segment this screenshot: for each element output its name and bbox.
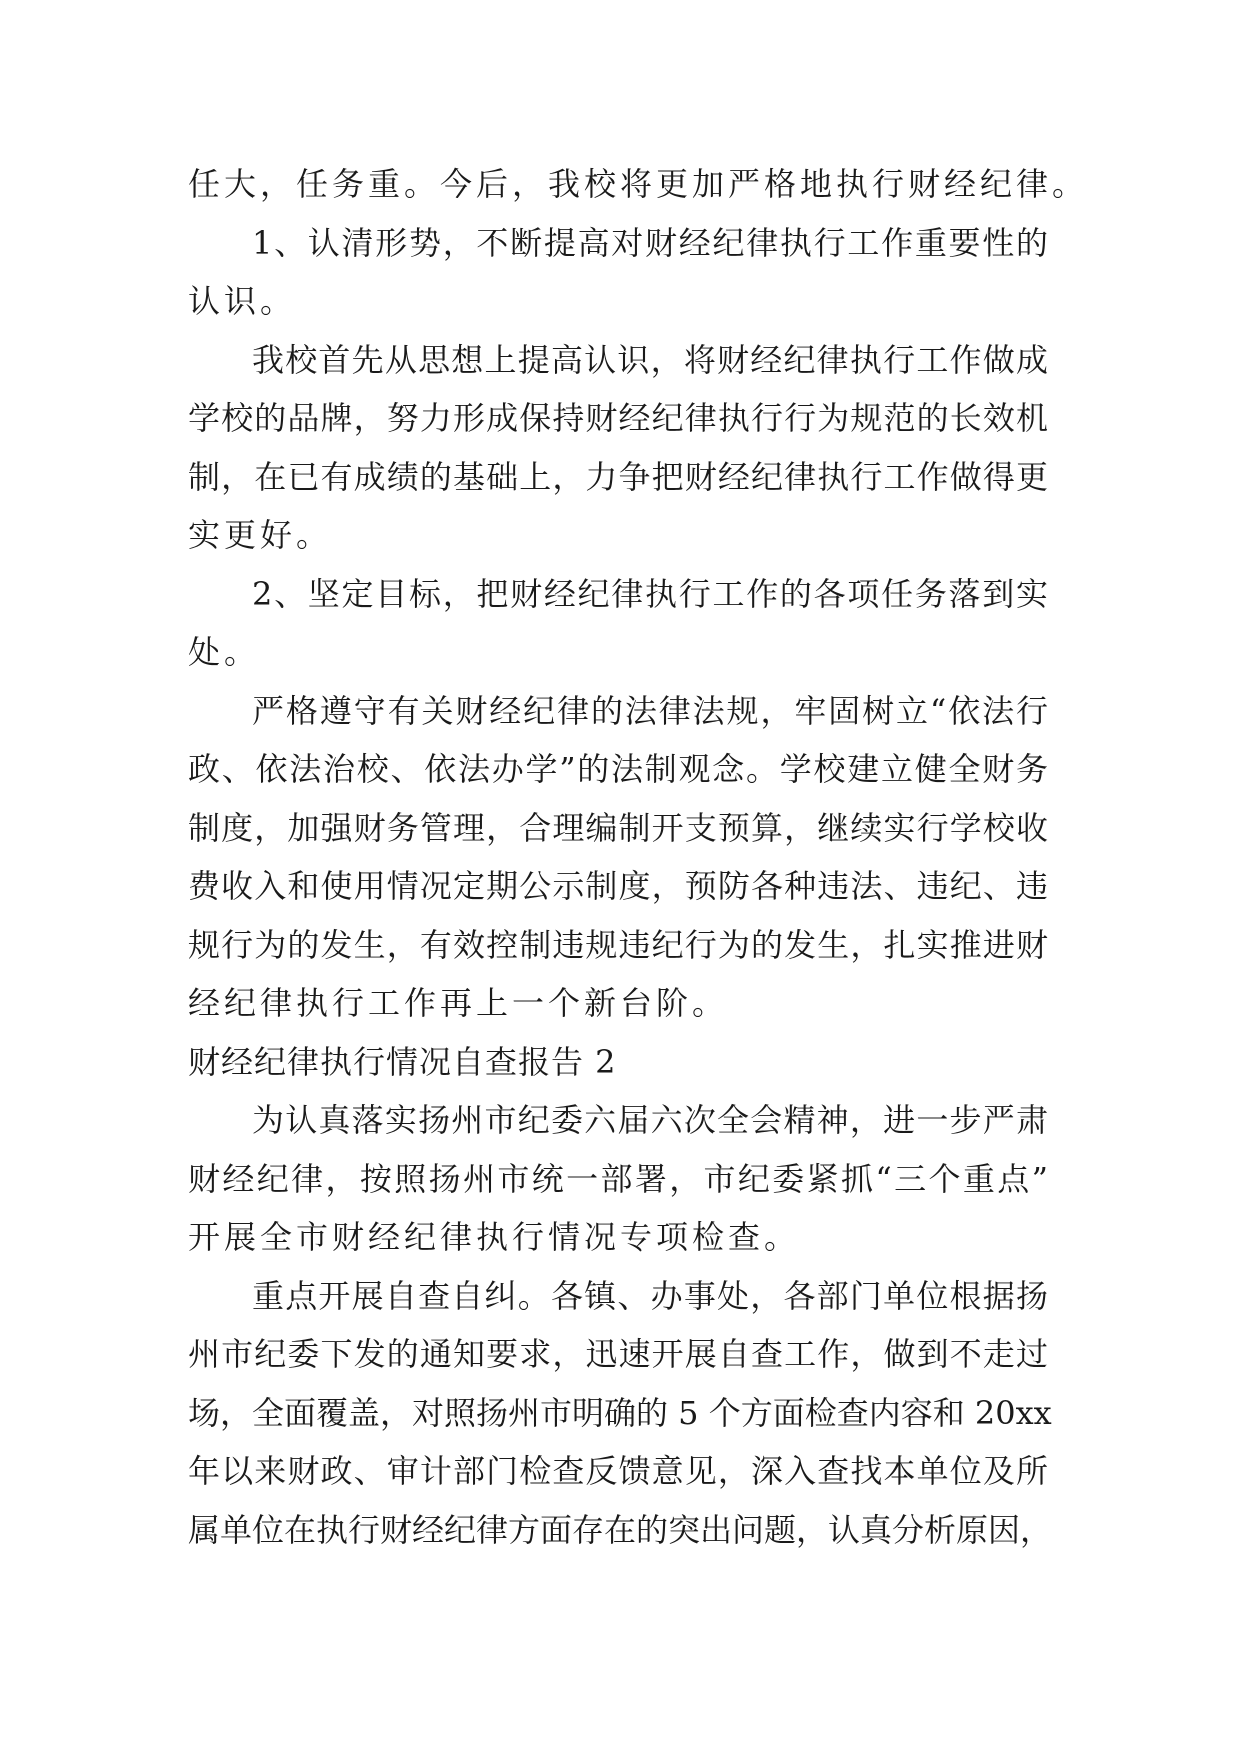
- paragraph-line: 我校首先从思想上提高认识，将财经纪律执行工作做成: [252, 340, 1048, 379]
- paragraph-line: 重点开展自查自纠。各镇、办事处，各部门单位根据扬: [252, 1276, 1048, 1315]
- paragraph-line: 制度，加强财务管理，合理编制开支预算，继续实行学校收: [188, 808, 1048, 847]
- document-body: [188, 155, 1089, 1559]
- paragraph-line: 认识。: [188, 282, 297, 320]
- paragraph-line: 州市纪委下发的通知要求，迅速开展自查工作，做到不走过: [188, 1335, 1048, 1373]
- paragraph-line: 开展全市财经纪律执行情况专项检查。: [188, 1218, 801, 1256]
- paragraph-line: 政、依法治校、依法办学”的法制观念。学校建立健全财务: [188, 750, 1048, 788]
- paragraph-line: 年以来财政、审计部门检查反馈意见，深入查找本单位及所: [188, 1452, 1048, 1490]
- report-heading: 财经纪律执行情况自查报告 2: [188, 1042, 617, 1081]
- paragraph-line: 规行为的发生，有效控制违规违纪行为的发生，扎实推进财: [188, 925, 1048, 964]
- paragraph-line: 经纪律执行工作再上一个新台阶。: [188, 984, 729, 1022]
- section-item-2: 2、坚定目标，把财经纪律执行工作的各项任务落到实: [252, 574, 1048, 613]
- paragraph-line: 属单位在执行财经纪律方面存在的突出问题，认真分析原因，: [188, 1510, 1053, 1549]
- paragraph-line: 场，全面覆盖，对照扬州市明确的 5 个方面检查内容和 20xx: [188, 1393, 1052, 1432]
- paragraph-line: 严格遵守有关财经纪律的法律法规，牢固树立“依法行: [252, 691, 1048, 730]
- paragraph-line: 实更好。: [188, 516, 333, 554]
- paragraph-line: 制，在已有成绩的基础上，力争把财经纪律执行工作做得更: [188, 457, 1048, 496]
- paragraph-line: 为认真落实扬州市纪委六届六次全会精神，进一步严肃: [252, 1101, 1048, 1139]
- paragraph-line: 任大，任务重。今后，我校将更加严格地执行财经纪律。: [188, 165, 1089, 203]
- paragraph-line: 处。: [188, 633, 261, 671]
- paragraph-line: 学校的品牌，努力形成保持财经纪律执行行为规范的长效机: [188, 399, 1048, 437]
- paragraph-line: 财经纪律，按照扬州市统一部署，市纪委紧抓“三个重点”: [188, 1159, 1048, 1198]
- paragraph-line: 费收入和使用情况定期公示制度，预防各种违法、违纪、违: [188, 867, 1048, 905]
- section-item-1: 1、认清形势，不断提高对财经纪律执行工作重要性的: [252, 223, 1048, 262]
